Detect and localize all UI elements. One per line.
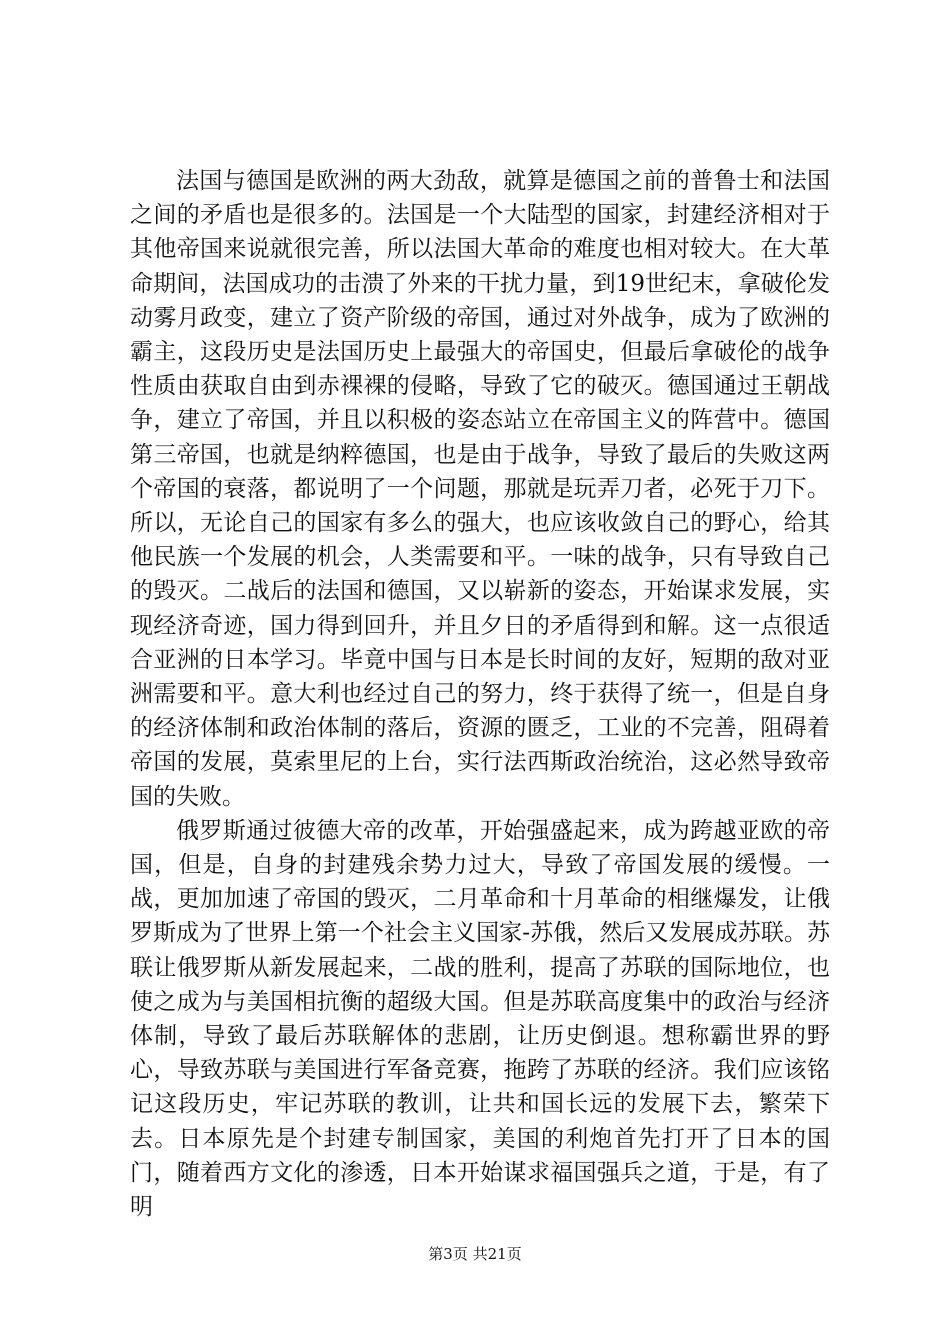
paragraph-france-germany: 法国与德国是欧洲的两大劲敌，就算是德国之前的普鲁士和法国之间的矛盾也是很多的。法国是一个大陆型的国家，封建经济相对于其他帝国来说就很完善，所以法国大革命的难度也相对较大。在大革命期间，法国成功的击溃了外来的干扰力量，到19世纪末，拿破伦发动雾月政变，建立了资产阶级的帝国，通过对外战争，成为了欧洲的霸主，这段历史是法国历史上最强大的帝国史，但最后拿破伦的战争性质由获取自由到赤裸裸的侵略，导致了它的破灭。德国通过王朝战争，建立了帝国，并且以积极的姿态站立在帝国主义的阵营中。德国第三帝国，也就是纳粹德国，也是由于战争，导致了最后的失败这两个帝国的衰落，都说明了一个问题，那就是玩弄刀者，必死于刀下。所以，无论自己的国家有多么的强大，也应该收敛自己的野心，给其他民族一个发展的机会，人类需要和平。一味的战争，只有导致自己的毁灭。二战后的法国和德国，又以崭新的姿态，开始谋求发展，实现经济奇迹，国力得到回升，并且夕日的矛盾得到和解。这一点很适合亚洲的日本学习。毕竟中国与日本是长时间的友好，短期的敌对亚洲需要和平。意大利也经过自己的努力，终于获得了统一，但是自身的经济体制和政治体制的落后，资源的匮乏，工业的不完善，阻碍着帝国的发展，莫索里尼的上台，实行法西斯政治统治，这必然导致帝国的失败。 xyxy=(130,168,830,810)
paragraph-russia-japan: 俄罗斯通过彼德大帝的改革，开始强盛起来，成为跨越亚欧的帝国，但是，自身的封建残余势力过大，导致了帝国发展的缓慢。一战，更加加速了帝国的毁灭，二月革命和十月革命的相继爆发，让俄罗斯成为了世界上第一个社会主义国家-苏俄，然后又发展成苏联。苏联让俄罗斯从新发展起来，二战的胜利，提高了苏联的国际地位，也使之成为与美国相抗衡的超级大国。但是苏联高度集中的政治与经济体制，导致了最后苏联解体的悲剧，让历史倒退。想称霸世界的野心，导致苏联与美国进行军备竞赛，拖跨了苏联的经济。我们应该铭记这段历史，牢记苏联的教训，让共和国长远的发展下去，繁荣下去。日本原先是个封建专制国家，美国的利炮首先打开了日本的国门，随着西方文化的渗透，日本开始谋求福国强兵之道，于是，有了明 xyxy=(130,817,830,1221)
document-body xyxy=(130,164,830,1224)
page-number-footer: 第3页 共21页 xyxy=(428,1245,522,1263)
